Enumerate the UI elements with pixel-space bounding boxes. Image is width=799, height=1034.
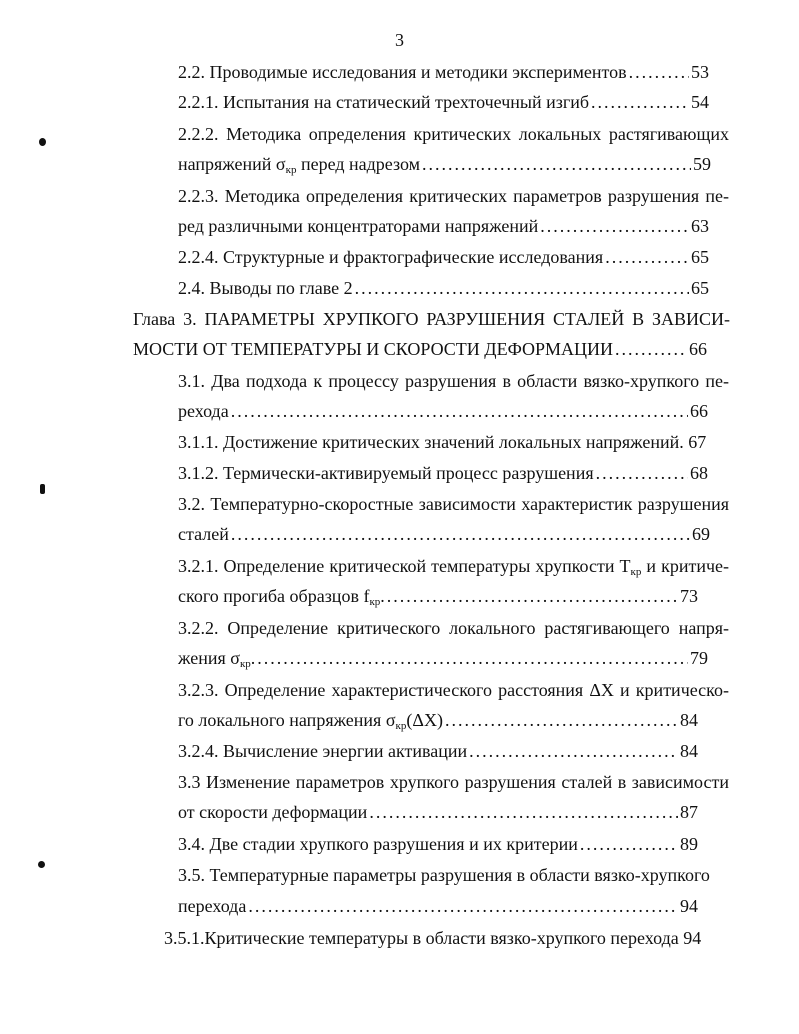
scan-speck	[38, 861, 45, 868]
dot-leader	[605, 245, 689, 269]
toc-entry-text: ред различными концентраторами напряжений	[178, 216, 539, 236]
toc-page-ref: 73	[680, 586, 698, 606]
toc-entry-text: го локального напряжения $\sigma_{кр}(\Delta X)$	[178, 710, 443, 732]
toc-page-ref: 65	[691, 278, 709, 298]
dot-leader	[355, 276, 689, 300]
toc-entry-3-5-1[interactable]: 3.5.1.Критические температуры в области вязко-хрупкого перехода 94	[164, 928, 702, 948]
toc-entry-text: от скорости деформации	[178, 802, 368, 822]
toc-entry-text: МОСТИ ОТ ТЕМПЕРАТУРЫ И СКОРОСТИ ДЕФОРМАЦИИ	[133, 339, 614, 359]
toc-page-ref: 59	[693, 154, 711, 174]
toc-entry-3-5-line1[interactable]: 3.5. Температурные параметры разрушения в области вязко-хрупкого	[178, 865, 710, 885]
toc-entry-2-2-3-line2[interactable]	[178, 214, 709, 238]
toc-entry-text: напряжений $\sigma_{кр}$ перед надрезом	[178, 154, 421, 176]
toc-entry-text: 2.2.4. Структурные и фрактографические исследования	[178, 247, 604, 267]
toc-entry-text: перехода	[178, 896, 247, 916]
toc-entry-3-5-line2[interactable]	[178, 894, 698, 918]
toc-page-ref: 68	[690, 463, 708, 483]
toc-page-ref: 87	[680, 802, 698, 822]
toc-entry-2-2[interactable]	[178, 60, 709, 84]
toc-entry-3-2-line2[interactable]	[178, 522, 710, 546]
dot-leader	[615, 337, 687, 361]
toc-entry-3-2-line1[interactable]: 3.2. Температурно-скоростные зависимости характеристик разрушения	[178, 494, 729, 514]
toc-entry-text: 3.2.4. Вычисление энергии активации	[178, 741, 468, 761]
toc-entry-3-2-1-line2[interactable]	[178, 584, 698, 608]
dot-leader	[231, 399, 688, 423]
dot-leader	[596, 461, 688, 485]
toc-entry-3-1-1[interactable]: 3.1.1. Достижение критических значений локальных напряжений. 67	[178, 432, 707, 452]
toc-entry-3-4[interactable]	[178, 832, 698, 856]
scan-speck	[39, 138, 46, 146]
dot-leader	[248, 894, 678, 918]
toc-entry-3-2-4[interactable]	[178, 739, 698, 763]
toc-page-ref: 69	[692, 524, 710, 544]
toc-page-ref: 53	[691, 62, 709, 82]
scan-speck	[40, 484, 45, 494]
toc-page-ref: 84	[680, 710, 698, 730]
toc-entry-2-2-2-line1[interactable]: 2.2.2. Методика определения критических локальных растягивающих	[178, 124, 729, 144]
toc-entry-text: рехода	[178, 401, 229, 421]
toc-entry-2-2-1[interactable]	[178, 90, 709, 114]
toc-entry-2-2-3-line1[interactable]: 2.2.3. Методика определения критических параметров разрушения пе-	[178, 186, 729, 206]
toc-entry-3-3-line1[interactable]: 3.3 Изменение параметров хрупкого разрушения сталей в зависимости	[178, 772, 729, 792]
toc-entry-text: сталей	[178, 524, 229, 544]
toc-entry-text: 2.2.1. Испытания на статический трехточечный изгиб	[178, 92, 590, 112]
toc-page-ref: 66	[689, 339, 707, 359]
dot-leader	[387, 584, 678, 608]
toc-entry-2-2-2-line2[interactable]	[178, 152, 711, 176]
toc-page-ref: 63	[691, 216, 709, 236]
toc-entry-text: ского прогиба образцов $f_{кр}$.	[178, 586, 385, 608]
toc-entry-2-2-4[interactable]	[178, 245, 709, 269]
toc-entry-3-2-2-line1[interactable]: 3.2.2. Определение критического локального растягивающего напря-	[178, 618, 729, 638]
toc-page-ref: 66	[690, 401, 708, 421]
dot-leader	[469, 739, 678, 763]
dot-leader	[369, 800, 678, 824]
toc-entry-3-1-2[interactable]	[178, 461, 708, 485]
toc-entry-text: 2.2. Проводимые исследования и методики экспериментов	[178, 62, 627, 82]
toc-page-ref: 94	[680, 896, 698, 916]
dot-leader	[445, 708, 678, 732]
toc-entry-3-2-2-line2[interactable]	[178, 646, 708, 670]
dot-leader	[422, 152, 691, 176]
dot-leader	[231, 522, 690, 546]
dot-leader	[257, 646, 688, 670]
toc-page-ref: 89	[680, 834, 698, 854]
dot-leader	[540, 214, 689, 238]
toc-entry-text: 3.4. Две стадии хрупкого разрушения и их критерии	[178, 834, 578, 854]
toc-entry-3-2-3-line1[interactable]: 3.2.3. Определение характеристического расстояния ΔX и критическо-	[178, 680, 729, 700]
toc-entry-3-3-line2[interactable]	[178, 800, 698, 824]
toc-entry-text: жения $\sigma_{кр}$.	[178, 648, 256, 670]
dot-leader	[591, 90, 689, 114]
toc-page-ref: 65	[691, 247, 709, 267]
toc-entry-text: 3.1.2. Термически-активируемый процесс разрушения	[178, 463, 594, 483]
toc-page-ref: 84	[680, 741, 698, 761]
page-number: 3	[395, 30, 404, 50]
toc-entry-2-4[interactable]	[178, 276, 709, 300]
toc-entry-3-2-1-line1[interactable]: 3.2.1. Определение критической температуры хрупкости $T_{кр}$ и критиче-	[178, 556, 730, 578]
toc-page-ref: 79	[690, 648, 708, 668]
toc-chapter-3-line1[interactable]: Глава 3. ПАРАМЕТРЫ ХРУПКОГО РАЗРУШЕНИЯ СТАЛЕЙ В ЗАВИСИ-	[133, 309, 730, 329]
toc-entry-3-1-line1[interactable]: 3.1. Два подхода к процессу разрушения в области вязко-хрупкого пе-	[178, 371, 729, 391]
toc-entry-text: 2.4. Выводы по главе 2	[178, 278, 353, 298]
toc-chapter-3-line2[interactable]	[133, 337, 707, 361]
dot-leader	[629, 60, 689, 84]
toc-page-ref: 54	[691, 92, 709, 112]
dot-leader	[580, 832, 678, 856]
toc-entry-3-2-3-line2[interactable]	[178, 708, 698, 732]
toc-entry-3-1-line2[interactable]	[178, 399, 708, 423]
